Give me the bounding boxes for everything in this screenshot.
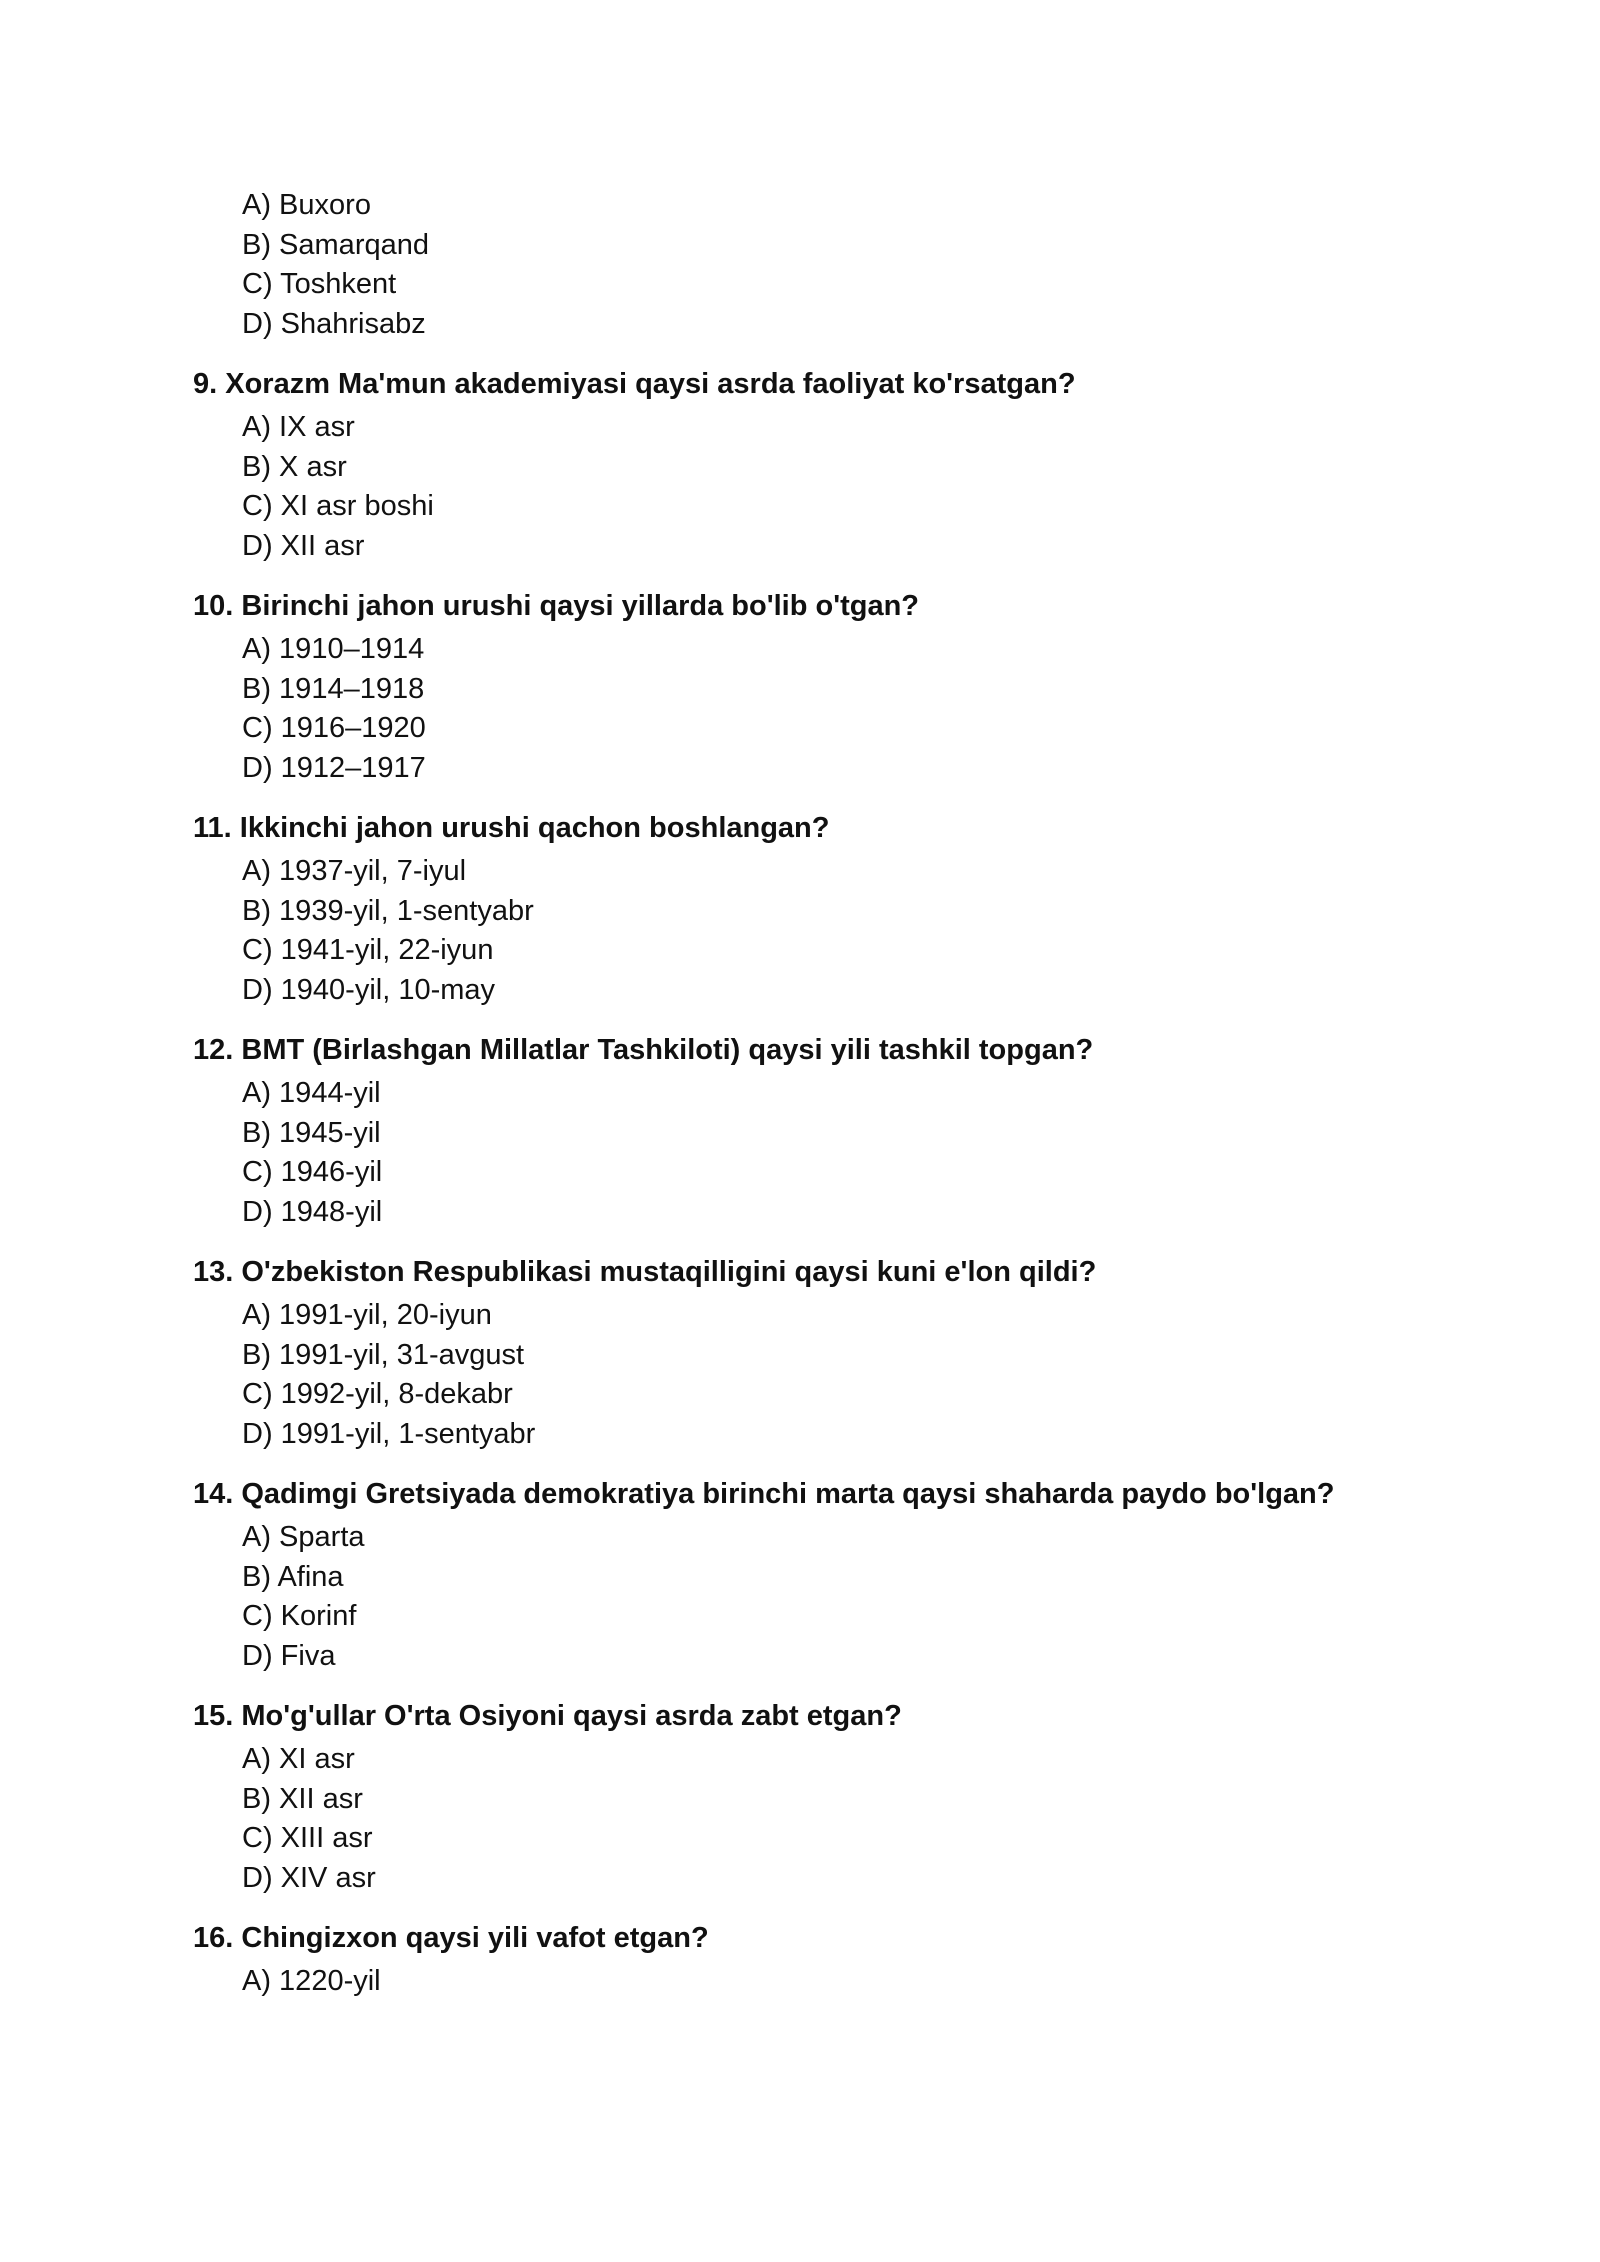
answer-option-c: C) Korinf <box>242 1600 357 1632</box>
question-block-8 <box>193 186 1443 344</box>
answer-option-a: A) XI asr <box>242 1743 355 1775</box>
answer-option-c: C) 1946-yil <box>242 1156 383 1188</box>
answer-option-a: A) 1991-yil, 20-iyun <box>242 1299 492 1331</box>
answer-option-d: D) Fiva <box>242 1639 336 1672</box>
answer-options <box>193 408 1443 566</box>
answer-options <box>193 1074 1443 1232</box>
answer-option-d: D) XIV asr <box>242 1861 376 1894</box>
answer-option-c: C) Toshkent <box>242 268 397 300</box>
question-text: 9. Xorazm Ma'mun akademiyasi qaysi asrda faoliyat ko'rsatgan? <box>193 368 1076 400</box>
answer-option-c: C) XI asr boshi <box>242 490 434 522</box>
question-text: 10. Birinchi jahon urushi qaysi yillarda bo'lib o'tgan? <box>193 590 920 622</box>
answer-option-b: B) XII asr <box>242 1782 363 1815</box>
question-block-14 <box>193 1474 1443 1676</box>
question-text: 12. BMT (Birlashgan Millatlar Tashkiloti) qaysi yili tashkil topgan? <box>193 1034 1094 1066</box>
question-block-13 <box>193 1252 1443 1454</box>
answer-option-c: C) 1992-yil, 8-dekabr <box>242 1378 513 1410</box>
answer-option-c: C) XIII asr <box>242 1822 373 1854</box>
answer-option-a: A) Sparta <box>242 1521 365 1553</box>
answer-options <box>193 1296 1443 1454</box>
answer-options <box>193 630 1443 788</box>
question-block-9 <box>193 364 1443 566</box>
answer-options <box>193 186 1443 344</box>
answer-option-a: A) IX asr <box>242 411 355 443</box>
answer-option-d: D) XII asr <box>242 529 365 562</box>
question-block-12 <box>193 1030 1443 1232</box>
answer-options <box>193 1518 1443 1676</box>
question-block-15 <box>193 1696 1443 1898</box>
question-block-16 <box>193 1918 1443 2002</box>
answer-option-b: B) 1945-yil <box>242 1116 381 1149</box>
quiz-content <box>193 186 1443 2022</box>
answer-option-a: A) 1220-yil <box>242 1965 381 1997</box>
question-block-10 <box>193 586 1443 788</box>
answer-option-b: B) Samarqand <box>242 228 429 261</box>
answer-option-b: B) 1939-yil, 1-sentyabr <box>242 894 534 927</box>
answer-option-d: D) 1948-yil <box>242 1195 383 1228</box>
answer-option-b: B) Afina <box>242 1560 344 1593</box>
answer-options <box>193 1740 1443 1898</box>
question-text: 11. Ikkinchi jahon urushi qachon boshlangan? <box>193 812 830 844</box>
answer-option-b: B) 1991-yil, 31-avgust <box>242 1338 525 1371</box>
answer-option-a: A) 1910–1914 <box>242 633 425 665</box>
answer-option-b: B) 1914–1918 <box>242 672 425 705</box>
answer-options <box>193 1962 1443 2002</box>
answer-option-d: D) 1991-yil, 1-sentyabr <box>242 1417 536 1450</box>
answer-option-d: D) 1912–1917 <box>242 751 426 784</box>
answer-option-c: C) 1916–1920 <box>242 712 426 744</box>
answer-option-a: A) 1937-yil, 7-iyul <box>242 855 467 887</box>
answer-option-b: B) X asr <box>242 450 347 483</box>
answer-option-a: A) Buxoro <box>242 189 371 221</box>
question-text: 14. Qadimgi Gretsiyada demokratiya birinchi marta qaysi shaharda paydo bo'lgan? <box>193 1478 1335 1510</box>
answer-option-d: D) Shahrisabz <box>242 307 426 340</box>
question-block-11 <box>193 808 1443 1010</box>
answer-option-c: C) 1941-yil, 22-iyun <box>242 934 494 966</box>
question-text: 13. O'zbekiston Respublikasi mustaqilligini qaysi kuni e'lon qildi? <box>193 1256 1097 1288</box>
question-text: 16. Chingizxon qaysi yili vafot etgan? <box>193 1922 709 1954</box>
answer-options <box>193 852 1443 1010</box>
answer-option-d: D) 1940-yil, 10-may <box>242 973 496 1006</box>
question-text: 15. Mo'g'ullar O'rta Osiyoni qaysi asrda zabt etgan? <box>193 1700 902 1732</box>
answer-option-a: A) 1944-yil <box>242 1077 381 1109</box>
